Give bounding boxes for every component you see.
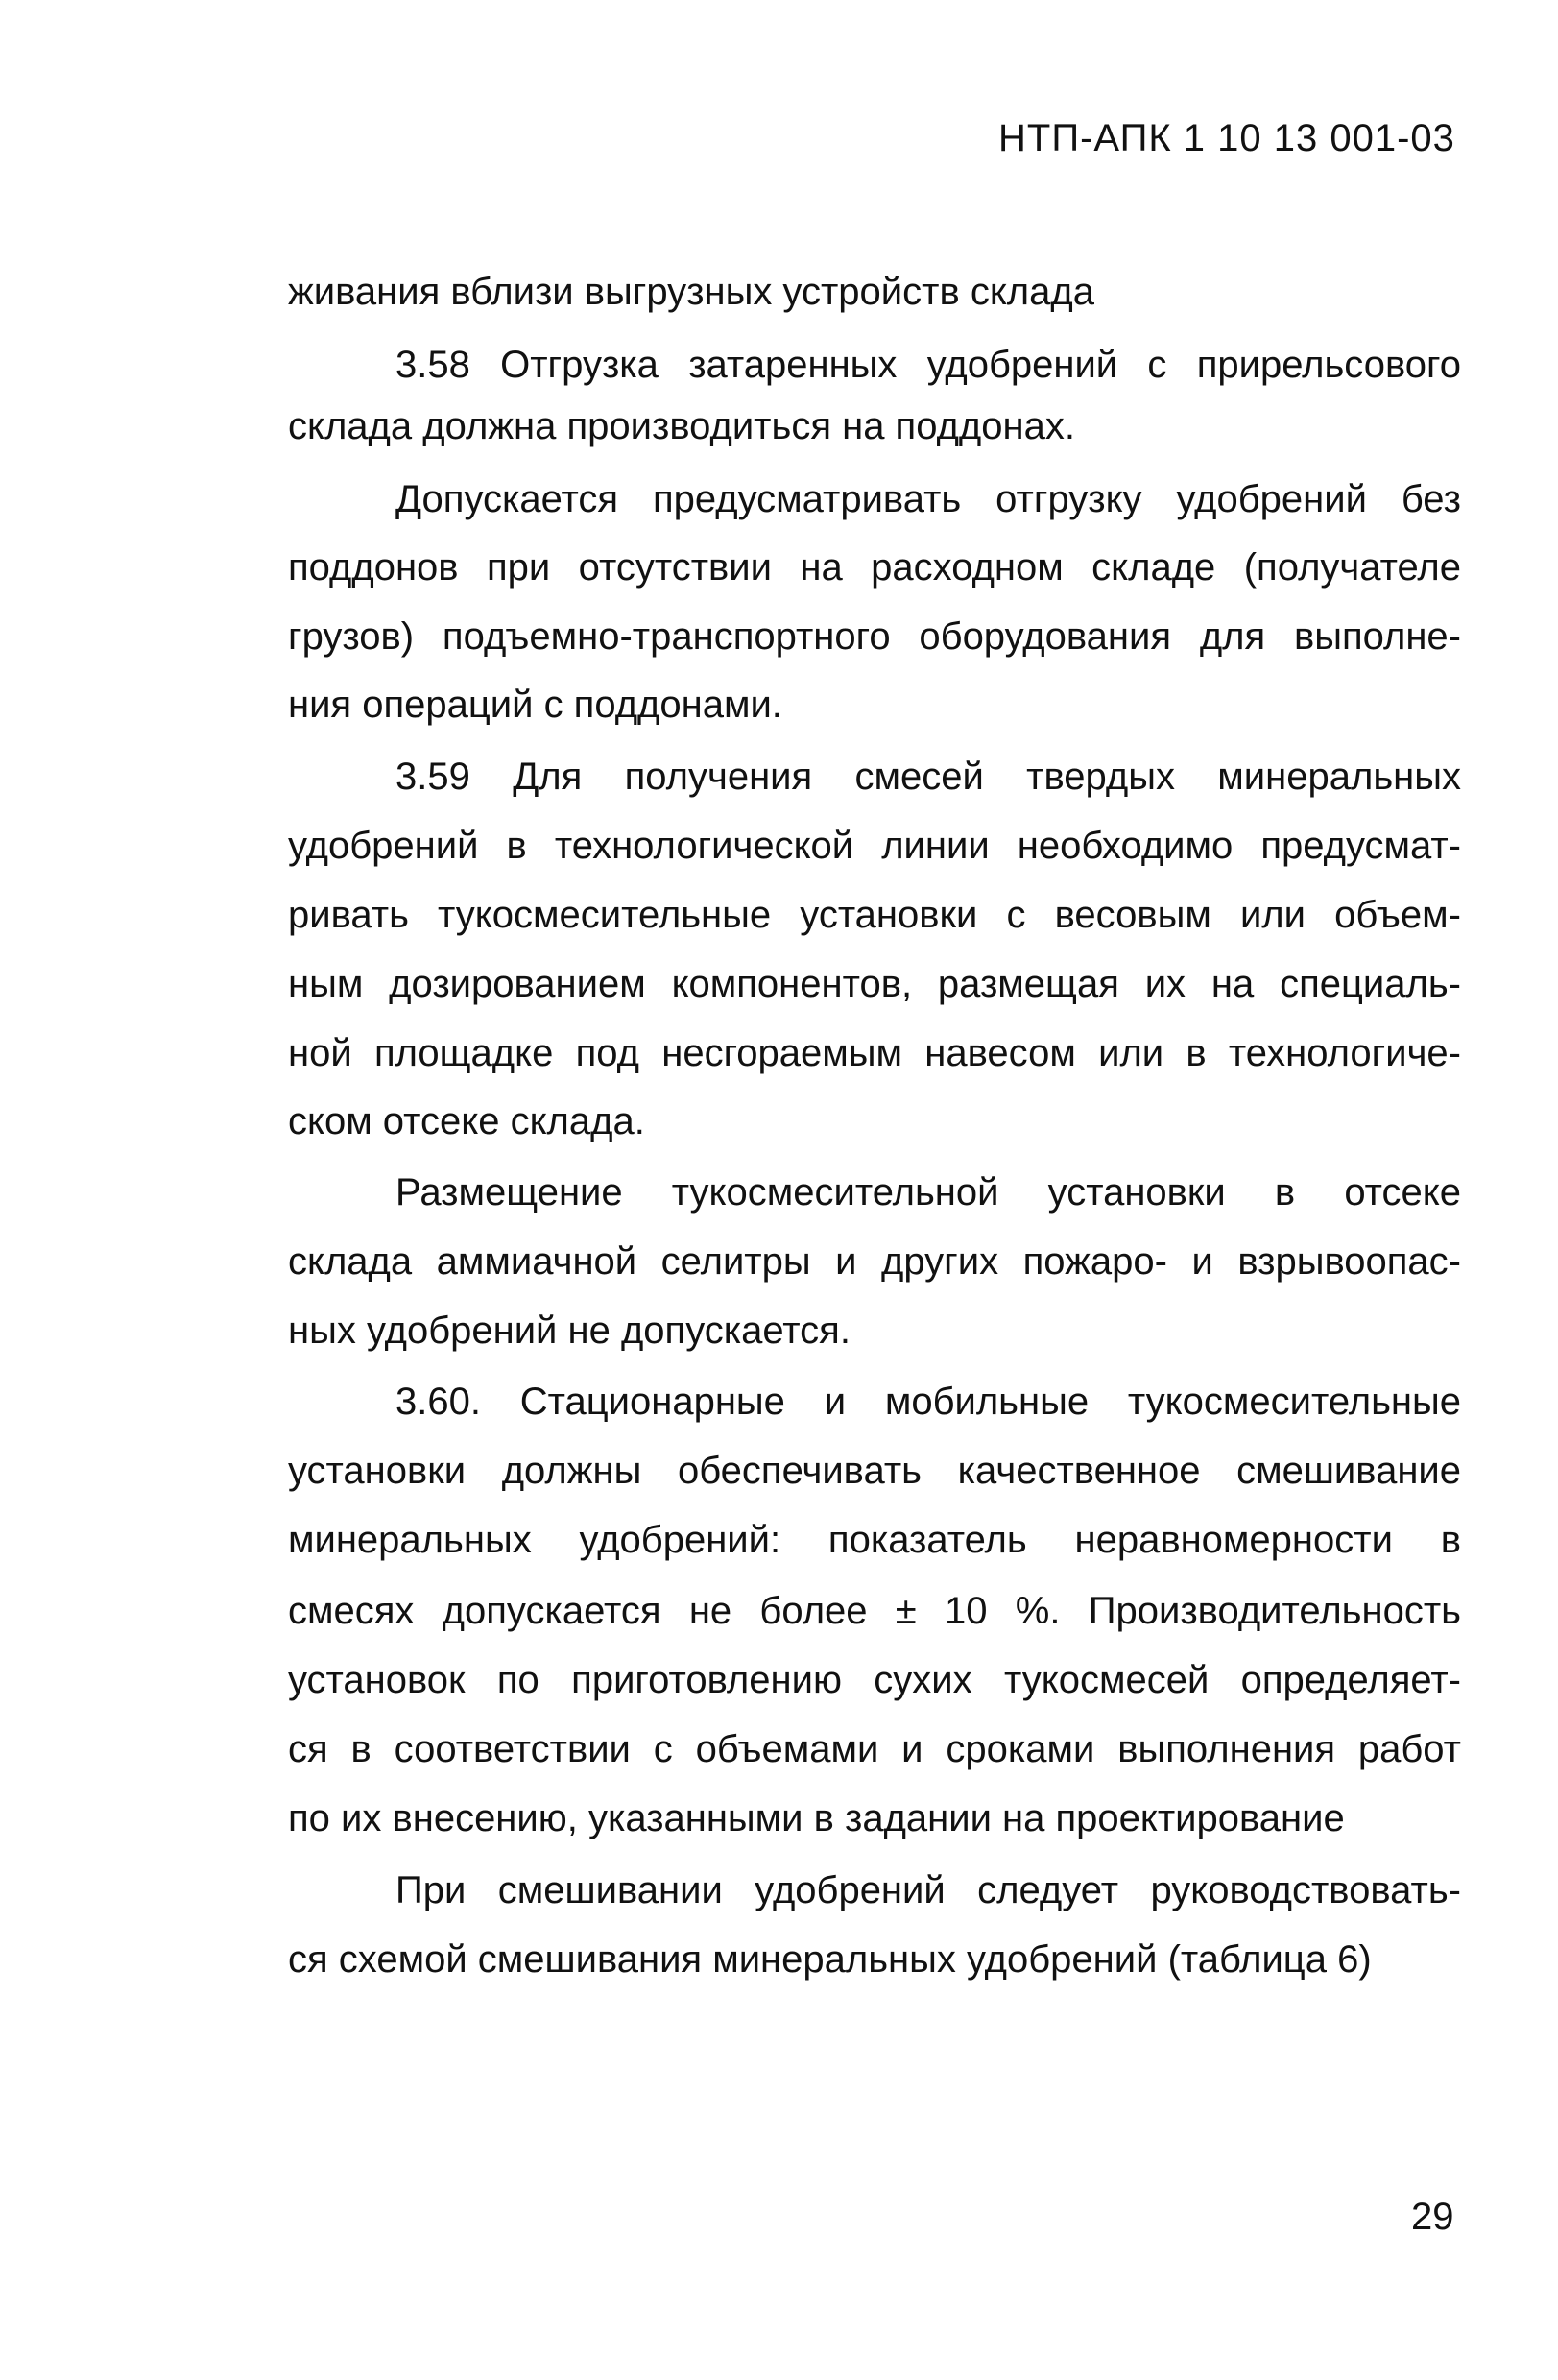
body-line: Размещение тукосмесительной установки в отсеке xyxy=(395,1171,1461,1214)
body-line: Допускается предусматривать отгрузку удобрений без xyxy=(395,478,1461,520)
body-line: ся в соответствии с объемами и сроками выполнения работ xyxy=(288,1728,1461,1770)
body-line: склада аммиачной селитры и других пожаро- и взрывоопас- xyxy=(288,1240,1461,1283)
body-line: ния операций с поддонами. xyxy=(288,684,782,726)
body-line: установок по приготовлению сухих тукосмесей определяет- xyxy=(288,1659,1461,1701)
body-line: по их внесению, указанными в задании на проектирование xyxy=(288,1797,1345,1839)
body-line: ся схемой смешивания минеральных удобрений (таблица 6) xyxy=(288,1938,1372,1981)
body-line: ском отсеке склада. xyxy=(288,1100,645,1142)
body-line: ных удобрений не допускается. xyxy=(288,1310,851,1352)
body-line: удобрений в технологической линии необходимо предусмат- xyxy=(288,825,1461,867)
body-line: смесях допускается не более ± 10 %. Производительность xyxy=(288,1590,1461,1632)
page-number: 29 xyxy=(1411,2196,1454,2238)
body-line: При смешивании удобрений следует руководствовать- xyxy=(395,1869,1461,1911)
body-line: 3.59 Для получения смесей твердых минеральных xyxy=(395,756,1461,798)
document-header: НТП-АПК 1 10 13 001-03 xyxy=(998,117,1455,159)
body-line: грузов) подъемно-транспортного оборудования для выполне- xyxy=(288,615,1461,658)
body-line: склада должна производиться на поддонах. xyxy=(288,405,1075,447)
body-line: 3.60. Стационарные и мобильные тукосмесительные xyxy=(395,1381,1461,1423)
body-line: минеральных удобрений: показатель неравномерности в xyxy=(288,1519,1461,1561)
body-line: поддонов при отсутствии на расходном складе (получателе xyxy=(288,546,1461,589)
body-line: живания вблизи выгрузных устройств склада xyxy=(288,271,1094,313)
body-line: 3.58 Отгрузка затаренных удобрений с прирельсового xyxy=(395,344,1461,386)
body-line: ривать тукосмесительные установки с весовым или объем- xyxy=(288,894,1461,936)
body-line: ным дозированием компонентов, размещая их на специаль- xyxy=(288,963,1461,1005)
body-line: ной площадке под несгораемым навесом или в технологиче- xyxy=(288,1032,1461,1074)
body-line: установки должны обеспечивать качественное смешивание xyxy=(288,1450,1461,1492)
